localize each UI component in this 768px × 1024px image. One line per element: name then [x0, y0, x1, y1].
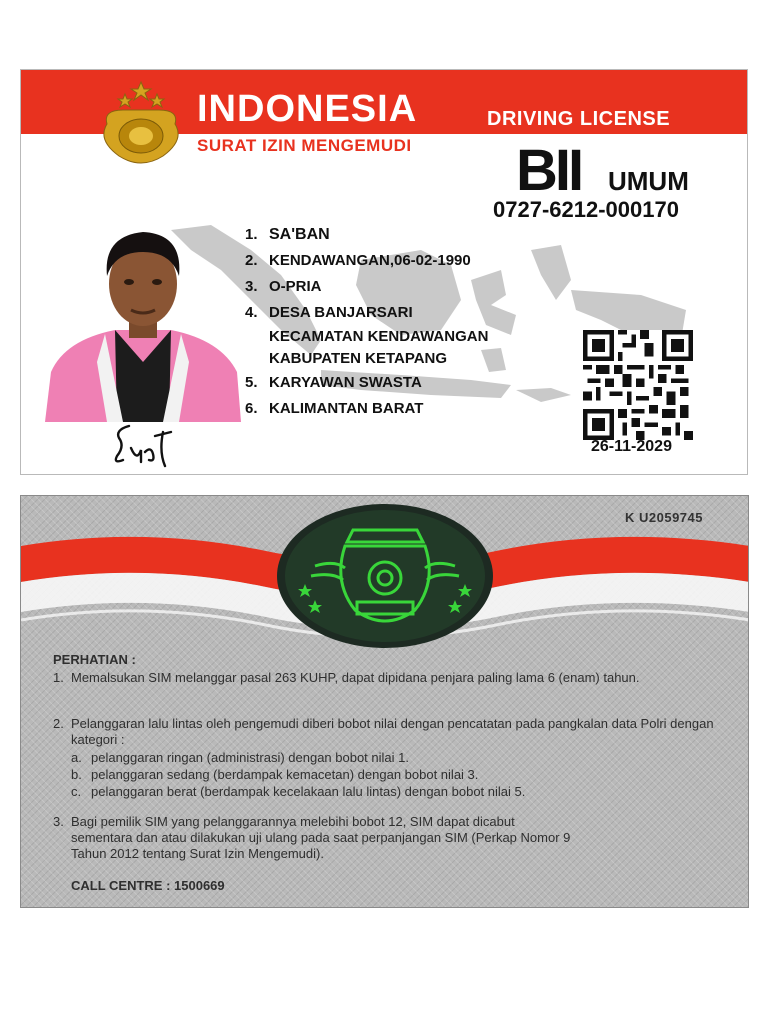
- holder-signature: [111, 422, 177, 468]
- license-class: BII: [516, 138, 582, 203]
- field-number: 4.: [245, 304, 258, 321]
- notice-subitem-letter: c.: [71, 784, 82, 799]
- issuing-region: KALIMANTAN BARAT: [269, 400, 424, 417]
- field-number: 2.: [245, 252, 258, 269]
- country-title: INDONESIA: [197, 88, 418, 130]
- field-number: 1.: [245, 226, 258, 243]
- call-centre: CALL CENTRE : 1500669: [71, 878, 225, 893]
- notice-title: PERHATIAN :: [53, 652, 136, 667]
- holder-address-line-2: KECAMATAN KENDAWANGAN: [269, 328, 489, 345]
- notice-item-number: 3.: [53, 814, 64, 829]
- expiry-date: 26-11-2029: [591, 438, 672, 455]
- holder-occupation: KARYAWAN SWASTA: [269, 374, 422, 391]
- holder-birth-place-date: KENDAWANGAN,06-02-1990: [269, 252, 471, 269]
- holder-address-line-1: DESA BANJARSARI: [269, 304, 413, 321]
- holder-photo: [45, 222, 241, 422]
- notice-subitem-letter: a.: [71, 750, 82, 765]
- card-serial-number: K U2059745: [625, 510, 703, 525]
- holder-address-line-3: KABUPATEN KETAPANG: [269, 350, 448, 367]
- notice-item-text: Pelanggaran lalu lintas oleh pengemudi diberi bobot nilai dengan pencatatan pada pangkalan data Polri dengan kategori :: [71, 716, 714, 747]
- hologram-emblem-icon: [275, 502, 495, 650]
- notice-item-text: Memalsukan SIM melanggar pasal 263 KUHP, dapat dipidana penjara paling lama 6 (enam) tahun.: [71, 670, 640, 685]
- field-number: 6.: [245, 400, 258, 417]
- notice-item-text: Bagi pemilik SIM yang pelanggarannya melebihi bobot 12, SIM dapat dicabut sementara dan atau dilakukan uji ulang pada saat perpanjangan SIM (Perkap Nomor 9 Tahun 2012 tentang Surat Izin Mengemudi).: [71, 814, 571, 861]
- qr-code-icon: [583, 330, 693, 440]
- field-number: 5.: [245, 374, 258, 391]
- license-subtitle: SURAT IZIN MENGEMUDI: [197, 136, 412, 155]
- notice-subitem-text: pelanggaran sedang (berdampak kemacetan) dengan bobot nilai 3.: [91, 767, 479, 782]
- license-back: [20, 495, 749, 908]
- notice-subitem-letter: b.: [71, 767, 82, 782]
- license-class-category: UMUM: [608, 166, 689, 196]
- license-front: [20, 69, 748, 475]
- notice-subitem-text: pelanggaran ringan (administrasi) dengan bobot nilai 1.: [91, 750, 409, 765]
- holder-blood-sex: O-PRIA: [269, 278, 322, 295]
- notice-item-number: 2.: [53, 716, 64, 731]
- holder-name: SA'BAN: [269, 226, 330, 243]
- police-emblem-icon: [93, 80, 189, 170]
- license-number: 0727-6212-000170: [493, 197, 679, 222]
- document-type-label: DRIVING LICENSE: [487, 108, 671, 130]
- notice-item-number: 1.: [53, 670, 64, 685]
- notice-subitem-text: pelanggaran berat (berdampak kecelakaan lalu lintas) dengan bobot nilai 5.: [91, 784, 526, 799]
- field-number: 3.: [245, 278, 258, 295]
